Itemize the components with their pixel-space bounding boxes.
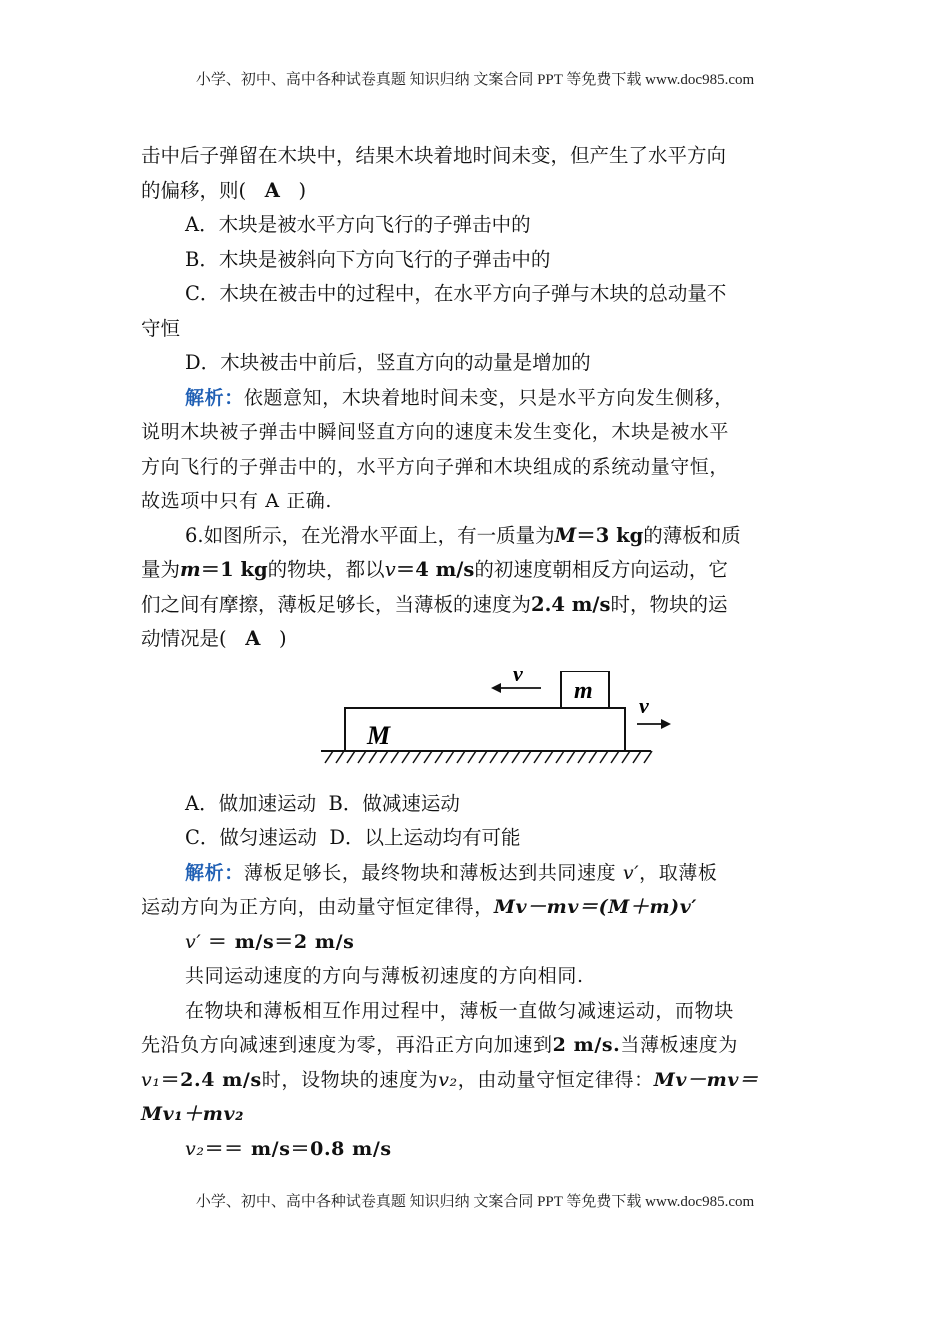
q6-common-velocity: v′ — [622, 861, 640, 884]
hatch-mark — [391, 751, 399, 763]
hatch-mark — [413, 751, 421, 763]
q5-answer: A — [264, 178, 280, 202]
hatch-mark — [446, 751, 454, 763]
hatch-mark — [424, 751, 432, 763]
q6-text: 时，设物块的速度为 — [261, 1068, 439, 1091]
q6-v1-value: ＝2.4 m/s — [160, 1068, 262, 1091]
q6-text: 运动方向为正方向，由动量守恒定律得， — [141, 896, 494, 918]
q6-option-d: D．以上运动均有可能 — [329, 826, 521, 849]
left-velocity-label: v — [513, 670, 523, 686]
q6-analysis-line5: 在物块和薄板相互作用过程中，薄板一直做匀减速运动，而物块 — [185, 999, 734, 1022]
q6-text: 薄板足够长，最终物块和薄板达到共同速度 — [243, 861, 617, 884]
q6-text: ，取薄板 — [639, 861, 718, 884]
q6-number: 6. — [185, 523, 204, 547]
q5-analysis-line4: 故选项中只有 A 正确. — [141, 490, 333, 512]
q6-options-row1 — [141, 787, 817, 822]
q5-stem-line1: 击中后子弹留在木块中，结果木块着地时间未变，但产生了水平方向 — [141, 144, 727, 167]
hatch-mark — [336, 751, 344, 763]
hatch-mark — [325, 751, 333, 763]
q6-analysis-line1 — [141, 856, 817, 891]
q6-figure — [141, 663, 817, 783]
q6-eq4-rhs: ＝＝ m/s＝0.8 m/s — [204, 1137, 392, 1160]
ground-hatching — [321, 751, 652, 763]
hatch-mark — [380, 751, 388, 763]
q5-analysis-label: 解析： — [185, 386, 244, 409]
q6-text: 时，物块的运 — [610, 592, 728, 616]
hatch-mark — [512, 751, 520, 763]
hatch-mark — [633, 751, 641, 763]
hatch-mark — [600, 751, 608, 763]
board-block-diagram — [321, 671, 681, 781]
q5-stem-prefix: 的偏移，则( — [141, 178, 247, 202]
q6-eq2-lhs: v′ — [185, 930, 202, 953]
q6-v2: v₂ — [438, 1068, 458, 1091]
q6-text: ，由动量守恒定律得： — [457, 1068, 654, 1091]
hatch-mark — [567, 751, 575, 763]
hatch-mark — [534, 751, 542, 763]
q6-stem-suffix: ) — [278, 627, 287, 650]
hatch-mark — [589, 751, 597, 763]
q6-analysis-line4: 共同运动速度的方向与薄板初速度的方向相同. — [185, 965, 584, 987]
q6-mass-M-value: ＝3 kg — [576, 523, 644, 547]
q5-option-b: B．木块是被斜向下方向飞行的子弹击中的 — [185, 247, 551, 271]
q6-text: 的物块，都以 — [267, 558, 385, 581]
q5-analysis — [141, 381, 817, 416]
q6-text: 的薄板和质 — [643, 523, 741, 547]
q6-text: 先沿负方向减速到速度为零，再沿正方向加速到 — [141, 1034, 553, 1056]
q6-eq2-rhs: ＝ m/s＝2 m/s — [207, 930, 355, 953]
hatch-mark — [490, 751, 498, 763]
q6-option-b: B．做减速运动 — [328, 791, 460, 815]
q6-analysis-line9 — [141, 1132, 817, 1167]
hatch-mark — [523, 751, 531, 763]
hatch-mark — [622, 751, 630, 763]
hatch-mark — [644, 751, 652, 763]
q6-eq4-lhs: v₂ — [185, 1137, 205, 1160]
q6-stem-line1 — [141, 519, 817, 554]
hatch-mark — [501, 751, 509, 763]
q6-v1: v₁ — [141, 1068, 161, 1091]
q6-text: 当薄板速度为 — [620, 1034, 739, 1056]
q6-option-a: A．做加速运动 — [185, 791, 317, 815]
hatch-mark — [369, 751, 377, 763]
hatch-mark — [457, 751, 465, 763]
page-footer: 小学、初中、高中各种试卷真题 知识归纳 文案合同 PPT 等免费下载 www.doc985.com — [195, 1194, 755, 1210]
q6-text: 如图所示，在光滑水平面上，有一质量为 — [203, 523, 555, 547]
hatch-mark — [468, 751, 476, 763]
q6-analysis-line6 — [141, 1028, 817, 1063]
q6-velocity-value: ＝4 m/s — [395, 558, 475, 581]
q6-stem-line3 — [141, 588, 817, 623]
q6-text: 的初速度朝相反方向运动，它 — [474, 558, 728, 581]
q6-analysis-line2 — [141, 890, 817, 925]
q5-analysis-line1: 依题意知，木块着地时间未变，只是水平方向发生侧移， — [243, 386, 734, 409]
hatch-mark — [611, 751, 619, 763]
q6-mass-m-symbol: m — [180, 558, 201, 581]
q6-final-speed: 2 m/s. — [552, 1034, 621, 1056]
q6-mass-m-value: ＝1 kg — [200, 558, 268, 581]
q5-option-d: D．木块被击中前后，竖直方向的动量是增加的 — [185, 351, 591, 374]
q6-equation-1: Mv－mv＝(M＋m)v′ — [493, 896, 697, 918]
right-velocity-arrow — [637, 719, 671, 729]
hatch-mark — [545, 751, 553, 763]
q6-answer: A — [245, 627, 261, 650]
q5-option-c: C．木块在被击中的过程中，在水平方向子弹与木块的总动量不 — [185, 282, 727, 305]
hatch-mark — [358, 751, 366, 763]
hatch-mark — [556, 751, 564, 763]
q6-speed-value: 2.4 m/s — [531, 592, 611, 616]
q6-equation-3-rhs: Mv₁＋mv₂ — [141, 1103, 245, 1125]
q6-equation-3-lhs: Mv－mv＝ — [653, 1068, 759, 1091]
board-label: M — [367, 720, 391, 750]
hatch-mark — [435, 751, 443, 763]
q5-analysis-line2: 说明木块被子弹击中瞬间竖直方向的速度未发生变化，木块是被水平 — [141, 421, 730, 443]
q5-option-a: A．木块是被水平方向飞行的子弹击中的 — [185, 213, 531, 236]
q6-options-row2 — [141, 821, 817, 856]
q6-text: 量为 — [141, 558, 181, 581]
q6-text: 们之间有摩擦，薄板足够长，当薄板的速度为 — [141, 592, 532, 616]
q6-stem-line4 — [141, 622, 817, 657]
hatch-mark — [402, 751, 410, 763]
q5-stem-suffix: ) — [298, 178, 307, 202]
q6-option-c: C．做匀速运动 — [185, 826, 317, 849]
q6-velocity-symbol: v — [384, 558, 396, 581]
page-header: 小学、初中、高中各种试卷真题 知识归纳 文案合同 PPT 等免费下载 www.doc985.com — [195, 72, 755, 88]
q5-analysis-line3: 方向飞行的子弹击中的，水平方向子弹和木块组成的系统动量守恒， — [141, 455, 730, 478]
page-content — [141, 139, 817, 1166]
hatch-mark — [479, 751, 487, 763]
q6-analysis-label: 解析： — [185, 861, 244, 884]
q6-analysis-line8 — [141, 1097, 817, 1132]
hatch-mark — [578, 751, 586, 763]
q6-stem-line2 — [141, 553, 817, 588]
block-label: m — [574, 677, 593, 704]
right-velocity-label: v — [639, 692, 649, 718]
q5-option-c-cont: 守恒 — [141, 316, 181, 340]
q6-stem-prefix: 动情况是( — [141, 627, 227, 650]
hatch-mark — [347, 751, 355, 763]
q6-mass-M-symbol: M — [554, 523, 577, 547]
q6-analysis-line7 — [141, 1063, 817, 1098]
q5-stem-line2 — [141, 174, 817, 209]
q6-analysis-line3 — [141, 925, 817, 960]
